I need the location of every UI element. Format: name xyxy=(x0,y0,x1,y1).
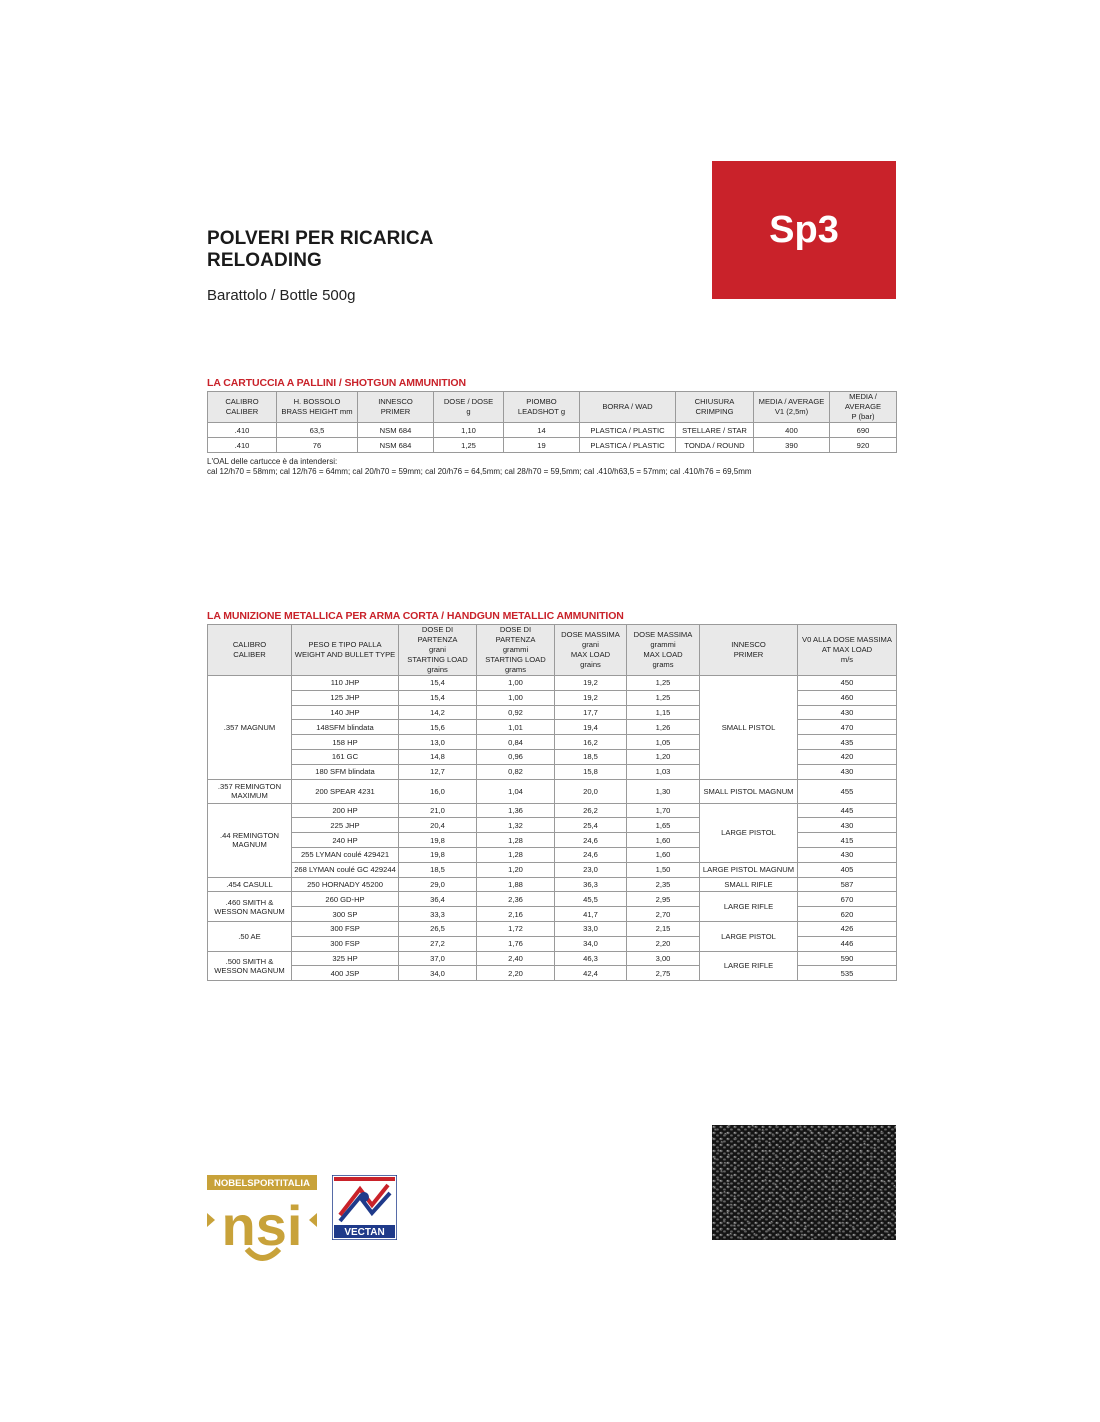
table-cell: 14,2 xyxy=(399,705,477,720)
table-cell: 1,76 xyxy=(477,936,555,951)
v0-cell: 470 xyxy=(798,720,897,735)
v0-cell: 426 xyxy=(798,921,897,936)
table-cell: 1,25 xyxy=(434,438,504,453)
table-cell: STELLARE / STAR xyxy=(676,423,754,438)
table-cell: .410 xyxy=(208,438,277,453)
table-cell: 19,8 xyxy=(399,833,477,848)
oal-note-line-2: cal 12/h70 = 58mm; cal 12/h76 = 64mm; cal 20/h70 = 59mm; cal 20/h76 = 64,5mm; cal 28/h70 = 59,5mm; cal .410/h63,5 = 57mm; cal .410/h76 = 69,5mm xyxy=(207,467,752,476)
v0-cell: 620 xyxy=(798,907,897,922)
shotgun-header-4-line: LEADSHOT g xyxy=(517,407,566,416)
handgun-header-7 xyxy=(798,625,897,676)
table-cell: 26,5 xyxy=(399,921,477,936)
table-cell: TONDA / ROUND xyxy=(676,438,754,453)
table-row xyxy=(208,803,897,818)
v0-cell: 446 xyxy=(798,936,897,951)
product-badge: Sp3 xyxy=(712,161,896,299)
shotgun-header-1-line: BRASS HEIGHT mm xyxy=(281,407,353,416)
table-cell: 33,0 xyxy=(555,921,627,936)
table-cell: 19,2 xyxy=(555,690,627,705)
table-cell: 2,36 xyxy=(477,892,555,907)
table-cell: 15,4 xyxy=(399,676,477,691)
table-cell: 24,6 xyxy=(555,847,627,862)
handgun-header-4-line: MAX LOAD xyxy=(570,650,611,659)
table-cell: 1,25 xyxy=(627,676,700,691)
table-cell: 2,16 xyxy=(477,907,555,922)
table-cell: 0,82 xyxy=(477,764,555,779)
table-row xyxy=(208,862,897,877)
table-cell: 0,96 xyxy=(477,749,555,764)
handgun-header-4-line: grains xyxy=(580,660,601,669)
v0-cell: 405 xyxy=(798,862,897,877)
shotgun-section-title: LA CARTUCCIA A PALLINI / SHOTGUN AMMUNITION xyxy=(207,377,466,389)
handgun-header-3-line: grams xyxy=(504,665,527,674)
page-subtitle: Barattolo / Bottle 500g xyxy=(207,287,356,304)
table-cell: 1,28 xyxy=(477,833,555,848)
handgun-header-3-line: grammi xyxy=(502,645,529,654)
table-cell: 63,5 xyxy=(277,423,358,438)
primer-cell: LARGE PISTOL xyxy=(700,921,798,951)
table-cell: 20,0 xyxy=(555,779,627,803)
shotgun-header-3-line: DOSE / DOSE xyxy=(443,397,494,406)
primer-cell: LARGE RIFLE xyxy=(700,951,798,981)
v0-cell: 590 xyxy=(798,951,897,966)
handgun-header-1-line: WEIGHT AND BULLET TYPE xyxy=(294,650,396,659)
shotgun-header-8 xyxy=(830,392,897,423)
table-cell: 37,0 xyxy=(399,951,477,966)
table-cell: 46,3 xyxy=(555,951,627,966)
table-cell: 19,4 xyxy=(555,720,627,735)
table-row xyxy=(208,779,897,803)
caliber-cell: .500 SMITH & WESSON MAGNUM xyxy=(208,951,292,981)
table-cell: 1,20 xyxy=(477,862,555,877)
table-row xyxy=(208,951,897,966)
table-cell: 15,4 xyxy=(399,690,477,705)
caliber-cell: .357 REMINGTON MAXIMUM xyxy=(208,779,292,803)
table-cell: 161 GC xyxy=(292,749,399,764)
table-cell: 2,20 xyxy=(627,936,700,951)
table-row xyxy=(208,423,897,438)
table-cell: PLASTICA / PLASTIC xyxy=(580,438,676,453)
table-cell: 26,2 xyxy=(555,803,627,818)
table-cell: 1,15 xyxy=(627,705,700,720)
primer-cell: SMALL PISTOL xyxy=(700,676,798,780)
shotgun-table xyxy=(207,391,897,453)
shotgun-header-6-line: CRIMPING xyxy=(695,407,734,416)
primer-cell: LARGE RIFLE xyxy=(700,892,798,922)
handgun-header-0-line: CALIBRO xyxy=(232,640,267,649)
nsi-banner-text: NOBELSPORTITALIA xyxy=(214,1178,310,1189)
table-cell: 2,95 xyxy=(627,892,700,907)
table-cell: 325 HP xyxy=(292,951,399,966)
nsi-right-arrow xyxy=(309,1213,317,1227)
handgun-section-title: LA MUNIZIONE METALLICA PER ARMA CORTA / HANDGUN METALLIC AMMUNITION xyxy=(207,610,624,622)
v0-cell: 420 xyxy=(798,749,897,764)
table-cell: 33,3 xyxy=(399,907,477,922)
v0-cell: 535 xyxy=(798,966,897,981)
table-cell: 34,0 xyxy=(555,936,627,951)
table-cell: NSM 684 xyxy=(358,423,434,438)
table-cell: 300 FSP xyxy=(292,936,399,951)
primer-cell: SMALL PISTOL MAGNUM xyxy=(700,779,798,803)
v0-cell: 430 xyxy=(798,818,897,833)
nobelsportitalia-logo xyxy=(207,1175,317,1265)
shotgun-header-7-line: MEDIA / AVERAGE xyxy=(758,397,825,406)
table-cell: 1,60 xyxy=(627,847,700,862)
shotgun-header-6-line: CHIUSURA xyxy=(694,397,735,406)
handgun-header-5-line: DOSE MASSIMA xyxy=(633,630,693,639)
table-row xyxy=(208,877,897,892)
table-cell: 18,5 xyxy=(555,749,627,764)
handgun-header-2-line: grains xyxy=(427,665,448,674)
shotgun-header-6 xyxy=(676,392,754,423)
table-cell: 240 HP xyxy=(292,833,399,848)
table-cell: 125 JHP xyxy=(292,690,399,705)
table-cell: 1,03 xyxy=(627,764,700,779)
shotgun-table-body xyxy=(208,423,897,453)
caliber-cell: .44 REMINGTON MAGNUM xyxy=(208,803,292,877)
table-cell: 250 HORNADY 45200 xyxy=(292,877,399,892)
table-cell: 690 xyxy=(830,423,897,438)
table-cell: 27,2 xyxy=(399,936,477,951)
table-row xyxy=(208,921,897,936)
vectan-name: VECTAN xyxy=(344,1227,385,1238)
table-cell: 200 HP xyxy=(292,803,399,818)
shotgun-header-row xyxy=(208,392,897,423)
table-cell: 15,8 xyxy=(555,764,627,779)
table-cell: 268 LYMAN coulé GC 429244 xyxy=(292,862,399,877)
table-cell: 76 xyxy=(277,438,358,453)
table-cell: 1,20 xyxy=(627,749,700,764)
table-cell: 2,75 xyxy=(627,966,700,981)
table-cell: 36,4 xyxy=(399,892,477,907)
table-cell: 158 HP xyxy=(292,735,399,750)
table-cell: 1,28 xyxy=(477,847,555,862)
page-title xyxy=(207,228,434,272)
shotgun-header-0-line: CALIBER xyxy=(225,407,259,416)
handgun-header-3 xyxy=(477,625,555,676)
table-cell: 42,4 xyxy=(555,966,627,981)
handgun-header-4-line: DOSE MASSIMA xyxy=(561,630,620,639)
table-cell: 17,7 xyxy=(555,705,627,720)
table-cell: 1,72 xyxy=(477,921,555,936)
handgun-header-7-line: AT MAX LOAD xyxy=(821,645,873,654)
table-cell: 16,2 xyxy=(555,735,627,750)
table-cell: 1,32 xyxy=(477,818,555,833)
handgun-header-row xyxy=(208,625,897,676)
table-row xyxy=(208,892,897,907)
shotgun-header-3-line: g xyxy=(466,407,471,416)
handgun-header-7-line: m/s xyxy=(840,655,854,664)
table-cell: 2,70 xyxy=(627,907,700,922)
table-cell: 2,20 xyxy=(477,966,555,981)
shotgun-header-3 xyxy=(434,392,504,423)
table-cell: 13,0 xyxy=(399,735,477,750)
v0-cell: 450 xyxy=(798,676,897,691)
table-cell: 45,5 xyxy=(555,892,627,907)
table-cell: 2,35 xyxy=(627,877,700,892)
table-cell: 19,8 xyxy=(399,847,477,862)
table-cell: 2,40 xyxy=(477,951,555,966)
shotgun-header-5 xyxy=(580,392,676,423)
table-cell: 390 xyxy=(754,438,830,453)
vectan-top-stripe xyxy=(334,1177,395,1181)
table-cell: PLASTICA / PLASTIC xyxy=(580,423,676,438)
table-cell: 1,04 xyxy=(477,779,555,803)
table-cell: 14 xyxy=(504,423,580,438)
shotgun-header-7-line: V1 (2,5m) xyxy=(774,407,809,416)
shotgun-header-5-line: BORRA / WAD xyxy=(602,402,653,411)
table-cell: 34,0 xyxy=(399,966,477,981)
v0-cell: 430 xyxy=(798,764,897,779)
table-cell: 1,00 xyxy=(477,690,555,705)
table-cell: NSM 684 xyxy=(358,438,434,453)
shotgun-header-7 xyxy=(754,392,830,423)
shotgun-header-1-line: H. BOSSOLO xyxy=(293,397,341,406)
table-cell: 148SFM blindata xyxy=(292,720,399,735)
table-cell: 24,6 xyxy=(555,833,627,848)
handgun-header-0 xyxy=(208,625,292,676)
oal-note xyxy=(207,457,752,477)
caliber-cell: .460 SMITH & WESSON MAGNUM xyxy=(208,892,292,922)
handgun-header-2-line: STARTING LOAD xyxy=(407,655,468,664)
handgun-header-2-line: grani xyxy=(429,645,446,654)
table-cell: 18,5 xyxy=(399,862,477,877)
handgun-header-6-line: INNESCO xyxy=(731,640,766,649)
table-cell: 21,0 xyxy=(399,803,477,818)
handgun-header-2 xyxy=(399,625,477,676)
table-cell: 15,6 xyxy=(399,720,477,735)
table-cell: 1,00 xyxy=(477,676,555,691)
handgun-header-1-line: PESO E TIPO PALLA xyxy=(308,640,382,649)
handgun-header-5 xyxy=(627,625,700,676)
v0-cell: 430 xyxy=(798,847,897,862)
v0-cell: 587 xyxy=(798,877,897,892)
table-cell: 14,8 xyxy=(399,749,477,764)
table-cell: 180 SFM blindata xyxy=(292,764,399,779)
shotgun-header-2-line: INNESCO xyxy=(378,397,413,406)
table-cell: 25,4 xyxy=(555,818,627,833)
shotgun-header-0-line: CALIBRO xyxy=(225,397,259,406)
caliber-cell: .454 CASULL xyxy=(208,877,292,892)
caliber-cell: .357 MAGNUM xyxy=(208,676,292,780)
table-cell: 1,60 xyxy=(627,833,700,848)
shotgun-header-8-line: MEDIA / AVERAGE xyxy=(844,392,882,411)
handgun-header-6 xyxy=(700,625,798,676)
table-cell: 0,84 xyxy=(477,735,555,750)
table-cell: 400 xyxy=(754,423,830,438)
primer-cell: SMALL RIFLE xyxy=(700,877,798,892)
title-line-1: POLVERI PER RICARICA xyxy=(207,228,434,249)
table-cell: 1,65 xyxy=(627,818,700,833)
table-row xyxy=(208,438,897,453)
table-cell: 140 JHP xyxy=(292,705,399,720)
handgun-table-body xyxy=(208,676,897,981)
table-cell: 19 xyxy=(504,438,580,453)
powder-granules-image xyxy=(712,1125,896,1240)
table-cell: 0,92 xyxy=(477,705,555,720)
table-cell: 12,7 xyxy=(399,764,477,779)
handgun-header-4 xyxy=(555,625,627,676)
handgun-header-7-line: V0 ALLA DOSE MASSIMA xyxy=(802,635,892,644)
handgun-header-6-line: PRIMER xyxy=(733,650,764,659)
table-cell: .410 xyxy=(208,423,277,438)
table-cell: 920 xyxy=(830,438,897,453)
handgun-header-5-line: MAX LOAD xyxy=(643,650,683,659)
oal-note-line-1: L'OAL delle cartucce è da intendersi: xyxy=(207,457,338,466)
table-cell: 1,10 xyxy=(434,423,504,438)
nsi-mark: nsi xyxy=(221,1194,303,1257)
handgun-header-5-line: grammi xyxy=(650,640,676,649)
table-cell: 1,70 xyxy=(627,803,700,818)
table-cell: 1,88 xyxy=(477,877,555,892)
table-cell: 1,30 xyxy=(627,779,700,803)
handgun-header-3-line: DOSE DI PARTENZA xyxy=(495,625,536,644)
shotgun-header-2-line: PRIMER xyxy=(380,407,411,416)
v0-cell: 445 xyxy=(798,803,897,818)
table-cell: 19,2 xyxy=(555,676,627,691)
table-cell: 36,3 xyxy=(555,877,627,892)
shotgun-header-4 xyxy=(504,392,580,423)
v0-cell: 460 xyxy=(798,690,897,705)
v0-cell: 435 xyxy=(798,735,897,750)
handgun-header-2-line: DOSE DI PARTENZA xyxy=(417,625,458,644)
vectan-figure-head xyxy=(359,1192,369,1202)
table-cell: 1,26 xyxy=(627,720,700,735)
table-cell: 41,7 xyxy=(555,907,627,922)
table-cell: 110 JHP xyxy=(292,676,399,691)
shotgun-header-4-line: PIOMBO xyxy=(526,397,557,406)
table-cell: 225 JHP xyxy=(292,818,399,833)
shotgun-header-8-line: P (bar) xyxy=(851,412,875,421)
nsi-left-arrow xyxy=(207,1213,215,1227)
title-line-2: RELOADING xyxy=(207,250,322,271)
table-cell: 2,15 xyxy=(627,921,700,936)
table-cell: 1,25 xyxy=(627,690,700,705)
table-cell: 20,4 xyxy=(399,818,477,833)
v0-cell: 415 xyxy=(798,833,897,848)
v0-cell: 455 xyxy=(798,779,897,803)
table-row xyxy=(208,676,897,691)
shotgun-header-0 xyxy=(208,392,277,423)
primer-cell: LARGE PISTOL MAGNUM xyxy=(700,862,798,877)
table-cell: 3,00 xyxy=(627,951,700,966)
table-cell: 16,0 xyxy=(399,779,477,803)
table-cell: 1,01 xyxy=(477,720,555,735)
table-cell: 300 SP xyxy=(292,907,399,922)
table-cell: 200 SPEAR 4231 xyxy=(292,779,399,803)
caliber-cell: .50 AE xyxy=(208,921,292,951)
table-cell: 400 JSP xyxy=(292,966,399,981)
table-cell: 260 GD-HP xyxy=(292,892,399,907)
v0-cell: 430 xyxy=(798,705,897,720)
table-cell: 1,05 xyxy=(627,735,700,750)
vectan-logo xyxy=(332,1175,397,1240)
handgun-header-4-line: grani xyxy=(582,640,599,649)
table-cell: 1,36 xyxy=(477,803,555,818)
shotgun-header-1 xyxy=(277,392,358,423)
handgun-header-3-line: STARTING LOAD xyxy=(485,655,546,664)
handgun-header-0-line: CALIBER xyxy=(233,650,266,659)
table-cell: 1,50 xyxy=(627,862,700,877)
handgun-header-1 xyxy=(292,625,399,676)
table-cell: 255 LYMAN coulé 429421 xyxy=(292,847,399,862)
primer-cell: LARGE PISTOL xyxy=(700,803,798,862)
table-cell: 23,0 xyxy=(555,862,627,877)
handgun-table xyxy=(207,624,897,981)
shotgun-header-2 xyxy=(358,392,434,423)
handgun-header-5-line: grams xyxy=(652,660,674,669)
table-cell: 29,0 xyxy=(399,877,477,892)
v0-cell: 670 xyxy=(798,892,897,907)
table-cell: 300 FSP xyxy=(292,921,399,936)
